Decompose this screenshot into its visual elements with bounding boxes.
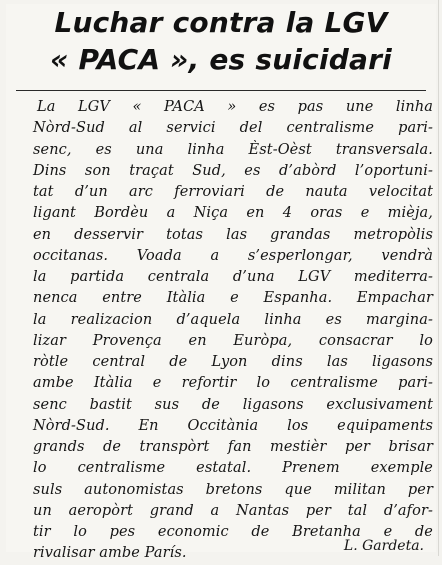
body-line: la realizacion d’aquela linha es margina-: [33, 311, 433, 328]
body-line: nenca entre Itàlia e Espanha. Empachar: [33, 290, 433, 307]
article-body: [33, 97, 433, 565]
body-line: la partida centrala d’una LGV mediterra-: [33, 269, 433, 285]
headline: [6, 4, 436, 78]
body-line: ròtle central de Lyon dins las ligasons: [33, 354, 433, 370]
body-line: un aeropòrt grand a Nantas per tal d’afor-: [33, 502, 433, 519]
body-line: grands de transpòrt fan mestièr per brisar: [33, 439, 433, 455]
body-line: suls autonomistas bretons que militan per: [33, 481, 433, 498]
body-line: senc bastit sus de ligasons exclusivament: [33, 396, 433, 413]
body-line: en desservir totas las grandas metropòlis: [33, 226, 433, 243]
body-line: ambe Itàlia e refortir lo centralisme pari-: [33, 375, 433, 392]
body-line: Dins son traçat Sud, es d’abòrd l’oportuni-: [33, 162, 433, 179]
body-line: tat d’un arc ferroviari de nauta velocitat: [33, 184, 433, 200]
body-line: tir lo pes economic de Bretanha e de: [33, 524, 433, 540]
headline-rule: [16, 90, 426, 91]
body-line: lizar Provença en Euròpa, consacrar lo: [33, 332, 433, 349]
body-line: occitanas. Voada a s’esperlongar, vendrà: [33, 247, 433, 264]
headline-line-1: Luchar contra la LGV: [54, 6, 388, 39]
body-line: lo centralisme estatal. Prenem exemple: [33, 460, 433, 477]
author-signature: L. Gardeta.: [343, 538, 424, 554]
body-line: senc, es una linha Èst-Oèst transversala.: [33, 141, 433, 158]
body-line: ligant Bordèu a Niça en 4 oras e mièja,: [33, 205, 433, 222]
body-line: La LGV « PACA » es pas une linha: [37, 99, 433, 115]
body-line-last: rivalisar ambe París.: [33, 545, 187, 562]
newspaper-clipping: [6, 4, 436, 562]
scan-edge: [438, 0, 439, 556]
body-line: Nòrd-Sud al servici del centralisme pari-: [33, 120, 433, 137]
headline-line-2: « PACA », es suicidari: [50, 43, 392, 76]
body-line: Nòrd-Sud. En Occitània los equipaments: [33, 417, 433, 434]
